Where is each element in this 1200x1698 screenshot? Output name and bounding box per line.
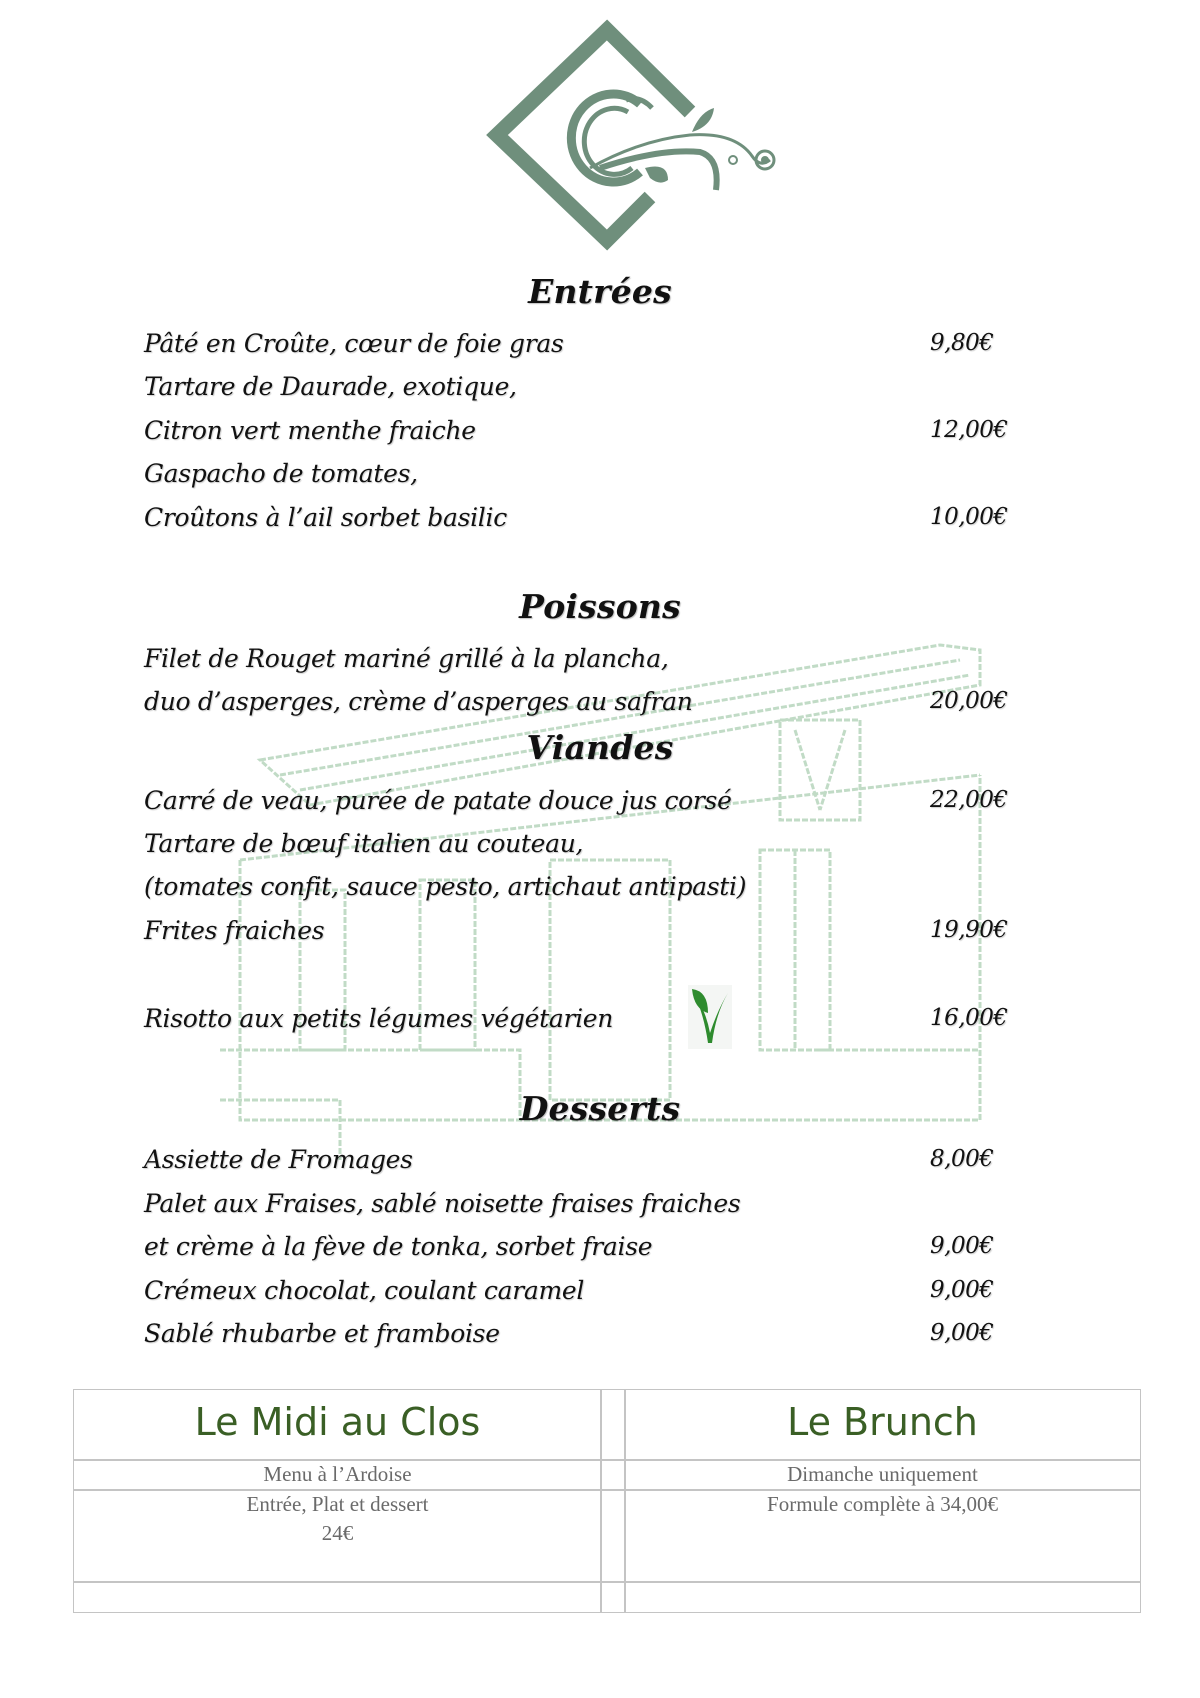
menu-item-text: et crème à la fève de tonka, sorbet fraise — [144, 1232, 653, 1261]
table-cell — [600, 1489, 626, 1583]
menu-item-text: Filet de Rouget mariné grillé à la plancha, — [144, 644, 669, 673]
menu-item-text: Tartare de bœuf italien au couteau, — [144, 829, 584, 858]
menu-item-price: 10,00€ — [930, 504, 1008, 530]
menu-item-price: 9,00€ — [930, 1233, 994, 1259]
menu-item-price: 16,00€ — [930, 1005, 1008, 1031]
menu-item-text: Pâté en Croûte, cœur de foie gras — [144, 329, 564, 358]
menu-item-text: Crémeux chocolat, coulant caramel — [144, 1276, 585, 1305]
table-cell — [624, 1581, 1141, 1613]
vegan-v-icon — [688, 985, 732, 1049]
menu-item-price: 9,00€ — [930, 1320, 994, 1346]
menu-item-text: Risotto aux petits légumes végétarien — [144, 1004, 614, 1033]
menu-item-text: Frites fraiches — [144, 916, 325, 945]
menu-item-text: Carré de veau, purée de patate douce jus corsé — [144, 786, 732, 815]
midi-price: 24€ — [321, 1521, 354, 1545]
midi-title: Le Midi au Clos — [194, 1400, 481, 1444]
menu-item-price: 9,80€ — [930, 330, 994, 356]
menu-item-text: (tomates confit, sauce pesto, artichaut antipasti) — [144, 872, 747, 901]
table-cell — [600, 1581, 626, 1613]
menu-item-text: Gaspacho de tomates, — [144, 459, 418, 488]
menu-item-text: Tartare de Daurade, exotique, — [144, 372, 517, 401]
formulas-table — [73, 1389, 1141, 1613]
diamond-c-monogram-icon — [480, 18, 800, 253]
table-cell — [600, 1389, 626, 1461]
menu-item-text: Palet aux Fraises, sablé noisette fraises fraiches — [144, 1189, 741, 1218]
midi-subtitle: Menu à l’Ardoise — [263, 1462, 412, 1486]
table-cell — [73, 1581, 602, 1613]
menu-item-price: 19,90€ — [930, 917, 1008, 943]
section-heading-viandes: Viandes — [526, 728, 674, 767]
section-heading-entrees: Entrées — [528, 272, 672, 311]
menu-item-text: Citron vert menthe fraiche — [144, 416, 476, 445]
menu-item-price: 12,00€ — [930, 417, 1008, 443]
menu-item-price: 8,00€ — [930, 1146, 994, 1172]
menu-item-text: Croûtons à l’ail sorbet basilic — [144, 503, 507, 532]
brunch-title: Le Brunch — [787, 1400, 978, 1444]
brunch-subtitle: Dimanche uniquement — [787, 1462, 978, 1486]
menu-item-price: 20,00€ — [930, 688, 1008, 714]
menu-item-text: Assiette de Fromages — [144, 1145, 413, 1174]
menu-item-text: Sablé rhubarbe et framboise — [144, 1319, 500, 1348]
table-cell — [600, 1459, 626, 1491]
section-heading-poissons: Poissons — [519, 587, 681, 626]
menu-item-price: 9,00€ — [930, 1277, 994, 1303]
menu-item-price: 22,00€ — [930, 787, 1008, 813]
menu-item-text: duo d’asperges, crème d’asperges au safran — [144, 687, 693, 716]
section-heading-desserts: Desserts — [519, 1089, 681, 1128]
midi-line-1: Entrée, Plat et dessert — [246, 1492, 429, 1516]
brunch-line-1: Formule complète à 34,00€ — [767, 1492, 998, 1516]
